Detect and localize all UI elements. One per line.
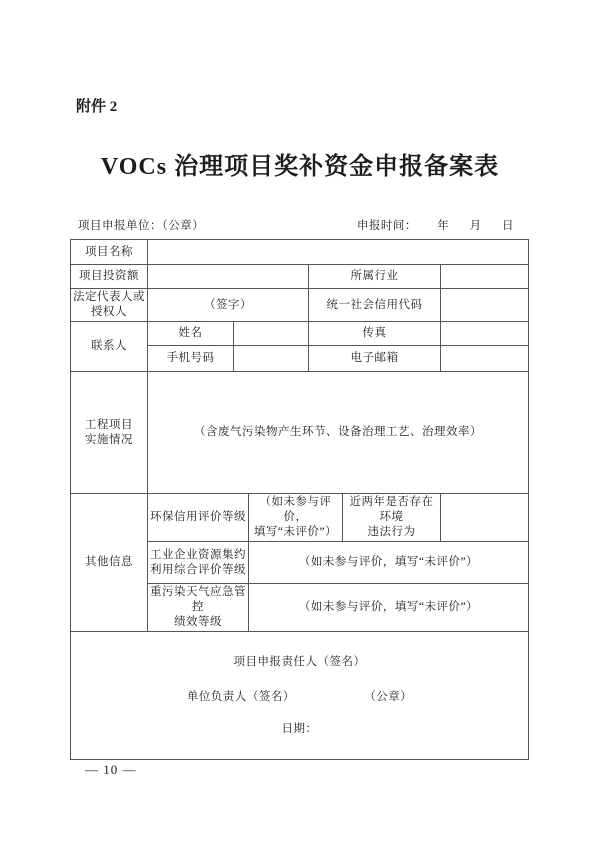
declare-time-group [357,217,528,233]
project-name-label: 项目名称 [71,240,148,265]
project-name-value-cell [148,240,529,265]
unit-head-sign-line [73,690,526,705]
fax-label: 传真 [309,322,441,346]
env-violation-label: 近两年是否存在环境 违法行为 [343,494,441,542]
row-project-name [71,240,529,265]
day-label: 日 [502,220,514,232]
unit-seal-label: （公章） [364,690,413,703]
industry-label: 所属行业 [309,265,441,289]
year-label: 年 [437,220,450,232]
page-title: VOCs 治理项目奖补资金申报备案表 [100,154,500,180]
declare-time-label: 申报时间： [356,220,417,232]
legal-rep-label: 法定代表人或 授权人 [71,289,148,322]
resource-eval-hint-cell: （如未参与评价，填写“未评价”） [249,542,529,584]
other-info-label: 其他信息 [71,494,148,632]
month-label: 月 [469,220,482,232]
mobile-label: 手机号码 [148,346,234,372]
row-investment [71,265,529,289]
industry-value-cell [441,265,529,289]
contact-name-value-cell [234,322,309,346]
investment-label: 项目投资额 [71,265,148,289]
date-label: 日期： [281,722,318,735]
implementation-label: 工程项目 实施情况 [71,372,148,494]
form-header [70,217,528,233]
row-legal-rep [71,289,529,322]
unit-head-sign-label: 单位负责人（签名） [186,690,295,703]
declaring-unit-label: 项目申报单位：（公章） [78,220,205,232]
row-env-credit [71,494,529,542]
investment-value-cell [148,265,309,289]
emergency-perf-hint-cell: （如未参与评价，填写“未评价”） [249,584,529,632]
email-label: 电子邮箱 [309,346,441,372]
legal-rep-sign-cell: （签字） [148,289,309,322]
env-credit-label: 环保信用评价等级 [148,494,249,542]
fax-value-cell [441,322,529,346]
declarer-sign-label: 项目申报责任人（签名） [233,655,366,668]
page-number: — 10 — [85,762,137,777]
mobile-value-cell [234,346,309,372]
resource-eval-label: 工业企业资源集约 利用综合评价等级 [148,542,249,584]
emergency-perf-label: 重污染天气应急管控 绩效等级 [148,584,249,632]
row-contact-name [71,322,529,346]
application-form-table [70,239,529,760]
env-credit-hint-cell: （如未参与评价， 填写“未评价”） [249,494,343,542]
implementation-hint-cell: （含废气污染物产生环节、设备治理工艺、治理效率） [148,372,529,494]
attachment-label: 附件 2 [76,99,118,115]
credit-code-value-cell [441,289,529,322]
row-implementation [71,372,529,494]
contact-label: 联系人 [71,322,148,372]
credit-code-label: 统一社会信用代码 [309,289,441,322]
row-signoff [71,632,529,760]
signoff-cell [71,632,529,760]
contact-name-label: 姓名 [148,322,234,346]
env-violation-value-cell [441,494,529,542]
email-value-cell [441,346,529,372]
